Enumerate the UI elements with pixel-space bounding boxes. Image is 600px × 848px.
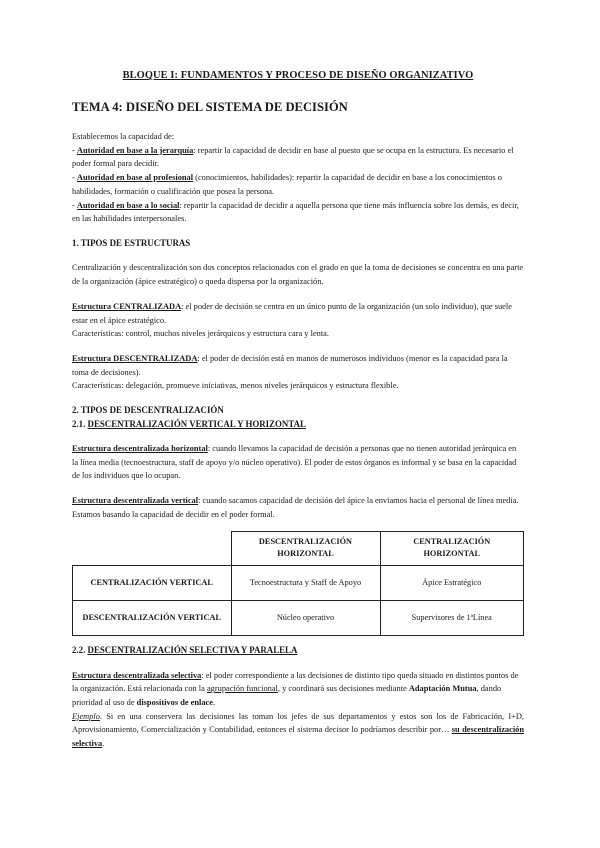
col-header-cent-horizontal: CENTRALIZACIÓN HORIZONTAL	[380, 531, 524, 566]
intro-item-3	[72, 199, 524, 226]
text-profesional: (conocimientos, habilidades): repartir la capacidad de decidir en base a los conocimientos o habilidades, formación o cualificación que posea la persona.	[72, 173, 502, 196]
dash: -	[72, 200, 77, 210]
term-centralizada: Estructura CENTRALIZADA	[72, 301, 182, 311]
vert-para	[72, 494, 524, 521]
example-label: Ejemplo	[72, 711, 100, 721]
intro-lead: Establecemos la capacidad de:	[72, 132, 175, 141]
sub-num: 2.1.	[72, 418, 88, 429]
decentralization-table	[72, 531, 524, 637]
section-2-heading: 2. TIPOS DE DESCENTRALIZACIÓN	[72, 405, 224, 416]
intro-item-2	[72, 171, 524, 198]
block-title: BLOQUE I: FUNDAMENTOS Y PROCESO DE DISEÑO ORGANIZATIVO	[122, 70, 474, 81]
sub-title: DESCENTRALIZACIÓN VERTICAL Y HORIZONTAL	[87, 418, 306, 429]
sub-title: DESCENTRALIZACIÓN SELECTIVA Y PARALELA	[87, 645, 298, 656]
term-social: Autoridad en base a lo social	[76, 200, 180, 210]
col-header-desc-horizontal: DESCENTRALIZACIÓN HORIZONTAL	[231, 531, 380, 566]
term-descentralizada: Estructura DESCENTRALIZADA	[72, 353, 198, 363]
term-jerarquia: Autoridad en base a la jerarquía	[76, 145, 194, 155]
sel-text: , y coordinará sus decisiones mediante	[277, 684, 409, 694]
table-row	[73, 566, 524, 601]
adaptacion-mutua: Adaptación Mutua	[408, 684, 477, 694]
text-jerarquia: : repartir la capacidad de decidir en base al puesto que se ocupa en la estructura. Es necesario el poder formal para decidir.	[72, 145, 514, 169]
row-label: DESCENTRALIZACIÓN VERTICAL	[73, 601, 232, 636]
tema-heading: TEMA 4: DISEÑO DEL SISTEMA DE DECISIÓN	[72, 100, 348, 114]
dash: -	[72, 173, 77, 183]
dash: -	[72, 145, 77, 155]
example-end: .	[102, 739, 105, 749]
text-descentralizada: : el poder de decisión está en manos de numerosos individuos (menor es la capacidad para la toma de decisiones).	[72, 353, 508, 377]
example-answer: su descentralización selectiva	[72, 725, 524, 749]
term-horizontal: Estructura descentralizada horizontal	[72, 444, 208, 454]
table-cell: Supervisores de 1ªLínea	[380, 601, 524, 636]
section-1-heading: 1. TIPOS DE ESTRUCTURAS	[72, 237, 191, 248]
text-social: : repartir la capacidad de decidir a aquella persona que tiene más influencia sobre los demás, es decir, en las habilidades interpersonales.	[72, 200, 519, 224]
sel-para	[72, 669, 524, 710]
horiz-para	[72, 442, 524, 483]
central-chars: Características: control, muchos niveles jerárquicos y estructura cara y lenta.	[72, 329, 329, 339]
table-cell: Ápice Estratégico	[380, 566, 524, 601]
section-2-1-heading	[72, 418, 524, 432]
section-2-2-heading	[72, 644, 524, 658]
row-label: CENTRALIZACIÓN VERTICAL	[73, 566, 232, 601]
section-1-para: Centralización y descentralización son dos conceptos relacionados con el grado en que la toma de decisiones se concentra en una parte de la organización (ápice estratégico) o queda dispersa por la organización.	[72, 263, 524, 287]
sel-text: : el poder correspondiente a las decisiones de distinto tipo queda situado en distintos puntos de la organización. Está relacionada con la	[72, 670, 519, 694]
sel-end: .	[212, 697, 216, 707]
text-vertical: : cuando sacamos capacidad de decisión del ápice la enviamos hacia el personal de línea media. Estamos basando la capacidad de decidir en el poder formal.	[72, 496, 519, 519]
term-profesional: Autoridad en base al profesional	[76, 173, 194, 183]
desc-para	[72, 352, 524, 379]
table-cell: Tecnoestructura y Staff de Apoyo	[231, 566, 380, 601]
table-corner	[73, 531, 232, 566]
text-horizontal: : cuando llevamos la capacidad de decisión a personas que no tienen autoridad jerárquica en la línea media (tecnoestructura, staff de apoyo y/o núcleo operativo). El poder de estos órganos es informal y se basa en la capacidad de los individuos que lo ocupan.	[72, 444, 517, 481]
example-para	[72, 710, 524, 751]
agrupacion-link: agrupación funcional	[206, 684, 278, 694]
term-vertical: Estructura descentralizada vertical	[72, 496, 199, 506]
table-cell: Núcleo operativo	[231, 601, 380, 636]
central-para	[72, 300, 524, 327]
intro-item-1	[72, 144, 524, 171]
table-header-row	[73, 531, 524, 566]
table-row	[73, 601, 524, 636]
text-centralizada: : el poder de decisión se centra en un único punto de la organización (un solo individuo), que suele estar en el ápice estratégico.	[72, 301, 512, 325]
dispositivos-enlace: dispositivos de enlace	[136, 697, 213, 707]
document-page	[72, 70, 524, 751]
example-text: . Si en una conservera las decisiones las toman los jefes de sus departamentos y estos son los de Fabricación, I+D, Aprovisionamiento, Comercialización y Contabilidad, entonces el sistema decisor lo podríamos describir por…	[72, 711, 524, 735]
sel-text: , dando prioridad al uso de	[72, 684, 502, 707]
sub-num: 2.2.	[72, 645, 88, 656]
desc-chars: Características: delegación, promueve iniciativas, menos niveles jerárquicos y estructura flexible.	[72, 381, 399, 391]
term-selectiva: Estructura descentralizada selectiva	[72, 670, 202, 680]
